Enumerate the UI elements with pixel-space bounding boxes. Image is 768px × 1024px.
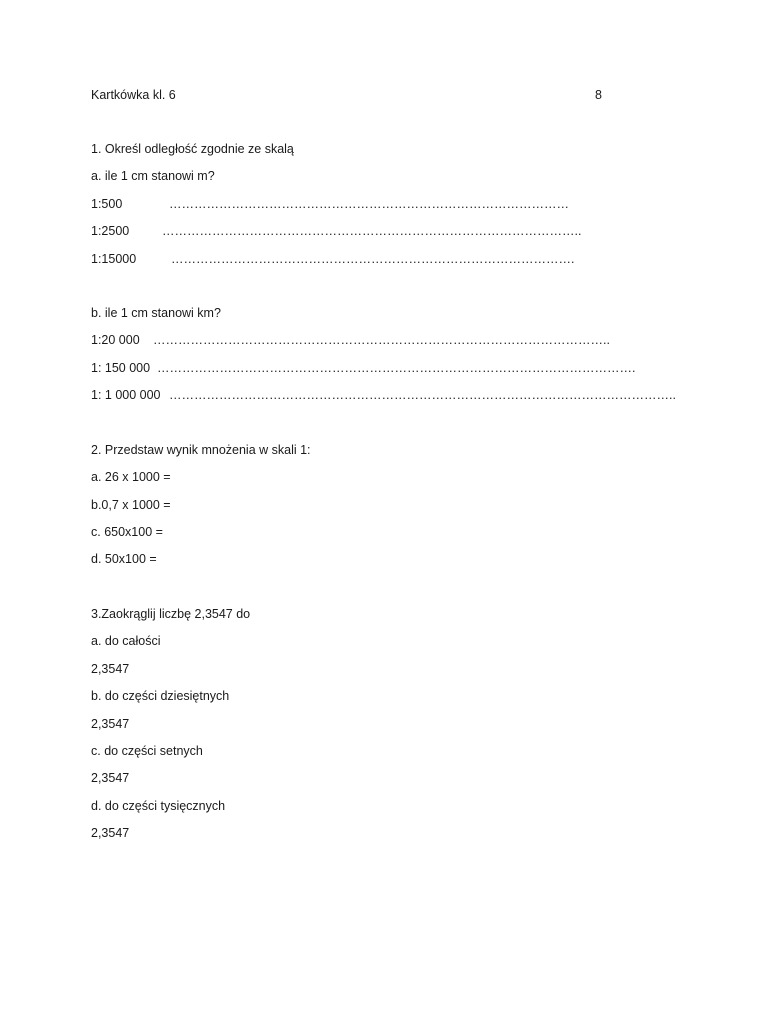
task1-b-row-3 — [91, 387, 676, 403]
task3-item-a-value: 2,3547 — [91, 662, 130, 676]
header-title: Kartkówka kl. 6 — [91, 88, 176, 102]
answer-blank: ……………………………………………………………………………………………………. — [157, 361, 636, 375]
task3-item-b-value: 2,3547 — [91, 717, 130, 731]
task1-b-row-1 — [91, 332, 610, 348]
task2-item-a: a. 26 x 1000 = — [91, 470, 171, 484]
task3-title: 3.Zaokrąglij liczbę 2,3547 do — [91, 607, 251, 621]
task1-part-a-question: a. ile 1 cm stanowi m? — [91, 169, 215, 183]
task1-a-row-2 — [91, 223, 581, 239]
task1-a-row-1 — [91, 196, 569, 212]
scale-label: 1:2500 — [91, 224, 130, 238]
answer-blank: ………………………………………………………………………………………………………….. — [169, 388, 676, 402]
scale-label: 1:20 000 — [91, 333, 140, 347]
answer-blank: …………………………………………………………………………………… — [169, 197, 569, 211]
task1-part-b-question: b. ile 1 cm stanowi km? — [91, 306, 221, 320]
task1-b-row-2 — [91, 360, 635, 376]
task3-item-a-label: a. do całości — [91, 634, 161, 648]
task2-item-d: d. 50x100 = — [91, 552, 157, 566]
task3-item-c-value: 2,3547 — [91, 771, 130, 785]
scale-label: 1: 1 000 000 — [91, 388, 161, 402]
header-number: 8 — [595, 88, 602, 102]
task3-item-d-label: d. do części tysięcznych — [91, 799, 226, 813]
task3-item-c-label: c. do części setnych — [91, 744, 203, 758]
task1-a-row-3 — [91, 251, 574, 267]
task3-item-b-label: b. do części dziesiętnych — [91, 689, 230, 703]
task3-item-d-value: 2,3547 — [91, 826, 130, 840]
answer-blank: ……………………………………………………………………………………….. — [162, 224, 582, 238]
task2-title: 2. Przedstaw wynik mnożenia w skali 1: — [91, 443, 311, 457]
task2-item-c: c. 650x100 = — [91, 525, 163, 539]
scale-label: 1:500 — [91, 197, 123, 211]
scale-label: 1: 150 000 — [91, 361, 151, 375]
answer-blank: ……………………………………………………………………………………………….. — [153, 333, 610, 347]
task1-title: 1. Określ odległość zgodnie ze skalą — [91, 142, 294, 156]
answer-blank: ……………………………………………………………………………………. — [171, 252, 575, 266]
scale-label: 1:15000 — [91, 252, 137, 266]
task2-item-b: b.0,7 x 1000 = — [91, 498, 171, 512]
